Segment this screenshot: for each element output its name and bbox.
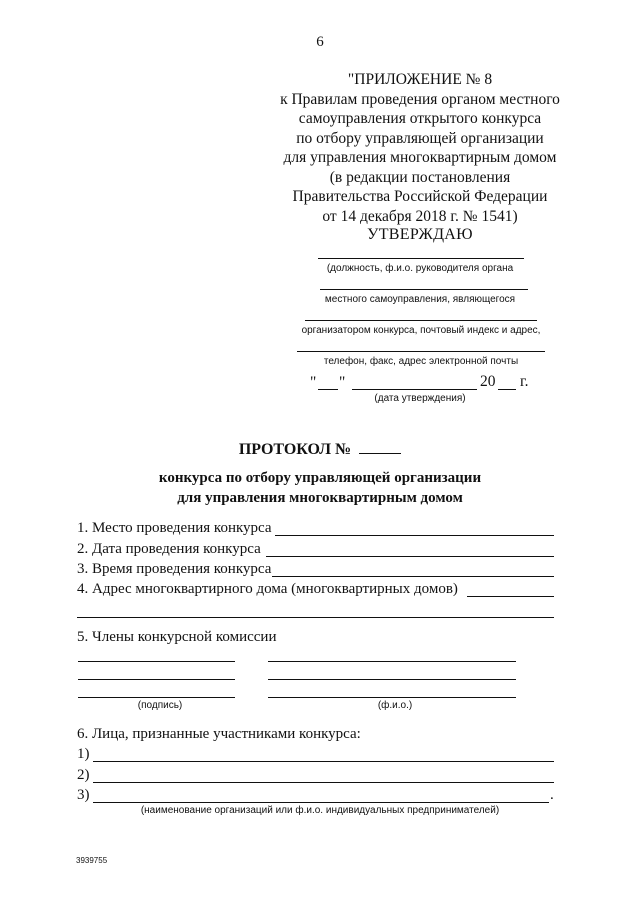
participant-line (93, 802, 549, 803)
date-day-line (318, 389, 338, 390)
approval-date-close-quote: " (339, 374, 346, 391)
appendix-line: (в редакции постановления (329, 168, 511, 186)
fio-line (268, 679, 516, 680)
appendix-line: для управления многоквартирным домом (283, 149, 557, 166)
appendix-line: к Правилам проведения органом местного (280, 90, 560, 108)
signature-line (78, 679, 235, 680)
participants-end: . (550, 787, 554, 803)
participants-caption: (наименование организаций или ф.и.о. индивидуальных предпринимателей) (140, 805, 500, 816)
signature-caption: (подпись) (137, 700, 183, 711)
appendix-header (255, 70, 585, 226)
item-address-line-2 (77, 617, 554, 618)
fio-line (268, 661, 516, 662)
appendix-line: Правительства Российской Федерации (292, 188, 548, 205)
participant-number: 1) (77, 746, 90, 762)
approval-signature-line (305, 320, 537, 321)
approval-caption: организатором конкурса, почтовый индекс и адрес, (301, 325, 541, 336)
appendix-line: от 14 декабря 2018 г. № 1541) (322, 207, 518, 225)
signature-line (78, 697, 235, 698)
item-participants: 6. Лица, признанные участниками конкурса: (77, 726, 361, 742)
date-year-line (498, 389, 516, 390)
item-address: 4. Адрес многоквартирного дома (многоквартирных домов) (77, 581, 458, 597)
protocol-title-text: ПРОТОКОЛ № (238, 441, 352, 458)
fio-line (268, 697, 516, 698)
date-month-line (352, 389, 477, 390)
item-time-line (272, 576, 554, 577)
approval-signature-line (297, 351, 545, 352)
item-commission: 5. Члены конкурсной комиссии (77, 629, 277, 645)
approval-caption: местного самоуправления, являющегося (324, 294, 516, 305)
item-date-line (266, 556, 554, 557)
participant-line (93, 761, 554, 762)
approval-signature-line (318, 258, 524, 259)
protocol-title (0, 440, 640, 459)
approval-date-open-quote: " (310, 374, 317, 391)
item-date: 2. Дата проведения конкурса (77, 541, 261, 557)
approval-date-year-prefix: 20 (480, 373, 496, 390)
signature-line (78, 661, 235, 662)
participant-line (93, 782, 554, 783)
fio-caption: (ф.и.о.) (377, 700, 413, 711)
footer-code: 3939755 (76, 856, 108, 865)
approval-heading: УТВЕРЖДАЮ (367, 226, 473, 243)
approval-caption: телефон, факс, адрес электронной почты (323, 356, 519, 367)
approval-date-caption: (дата утверждения) (374, 393, 466, 404)
appendix-line: самоуправления открытого конкурса (298, 110, 542, 127)
item-venue-line (275, 535, 554, 536)
page-number: 6 (316, 34, 324, 50)
appendix-line: по отбору управляющей организации (296, 129, 544, 147)
protocol-subtitle (0, 468, 640, 508)
participant-number: 2) (77, 767, 90, 783)
protocol-number-line (359, 440, 401, 454)
protocol-subtitle-line: конкурса по отбору управляющей организации (158, 470, 482, 486)
participant-number: 3) (77, 787, 90, 803)
appendix-line: "ПРИЛОЖЕНИЕ № 8 (347, 71, 493, 88)
approval-date-year-suffix: г. (520, 373, 529, 390)
item-time: 3. Время проведения конкурса (77, 561, 272, 577)
item-venue: 1. Место проведения конкурса (77, 520, 272, 536)
approval-caption: (должность, ф.и.о. руководителя органа (326, 263, 514, 274)
approval-signature-line (320, 289, 528, 290)
protocol-subtitle-line: для управления многоквартирным домом (177, 490, 463, 506)
item-address-line (467, 596, 554, 597)
